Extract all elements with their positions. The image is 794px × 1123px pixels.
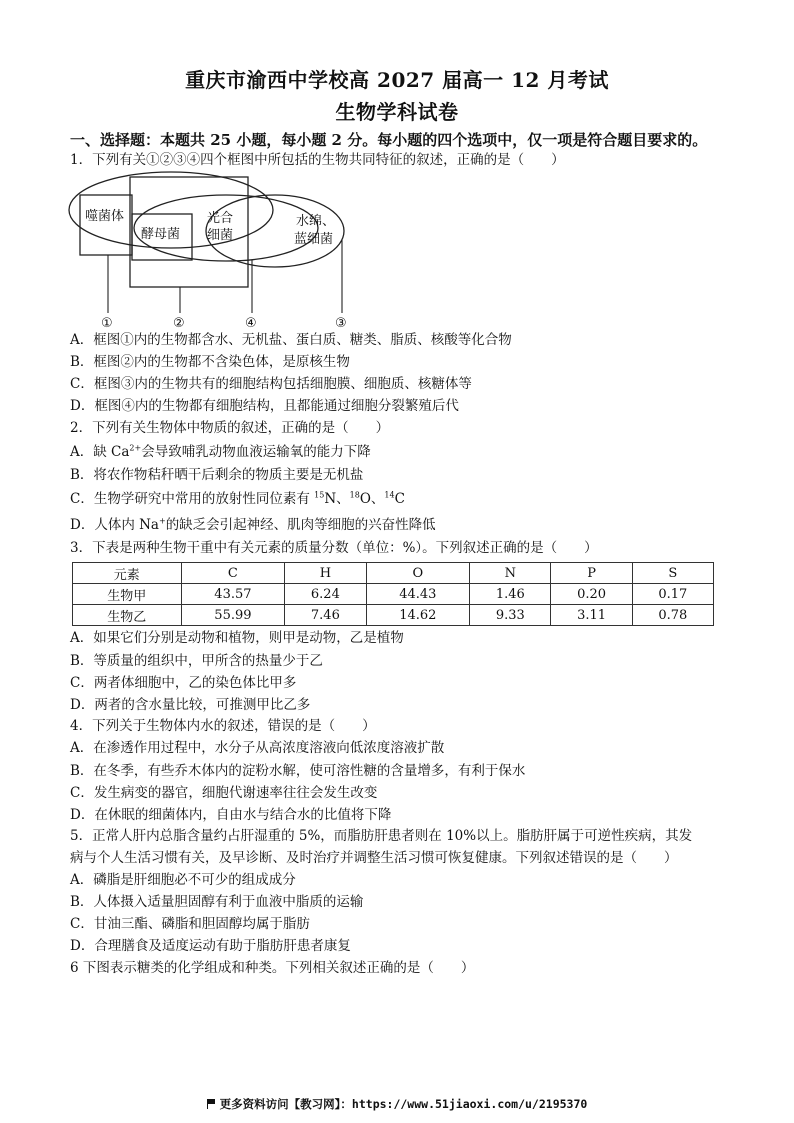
question-1-option-b: B．框图②内的生物都不含染色体，是原核生物 xyxy=(70,354,350,370)
table-cell: 9.33 xyxy=(470,605,551,626)
table-cell: 生物乙 xyxy=(73,605,182,626)
diagram-mark-4: ④ xyxy=(245,316,257,330)
page-subtitle: 生物学科试卷 xyxy=(335,100,459,124)
diagram-label-spirogyra: 水绵、 xyxy=(296,214,336,229)
question-3-option-a: A．如果它们分别是动物和植物，则甲是动物，乙是植物 xyxy=(70,630,404,646)
page-title: 重庆市渝西中学校高 2027 届高一 12 月考试 xyxy=(185,68,609,92)
table-row xyxy=(73,584,714,605)
table-cell: 44.43 xyxy=(366,584,470,605)
diagram-mark-3: ③ xyxy=(335,316,347,330)
diagram-mark-1: ① xyxy=(101,316,113,330)
question-5-stem-line1: 5．正常人肝内总脂含量约占肝湿重的 5%，而脂肪肝患者则在 10%以上。脂肪肝属于可逆性疾病，其发 xyxy=(70,828,693,844)
table-cell: 生物甲 xyxy=(73,584,182,605)
table-cell: 7.46 xyxy=(285,605,366,626)
question-4-option-b: B．在冬季，有些乔木体内的淀粉水解，使可溶性糖的含量增多，有利于保水 xyxy=(70,763,526,779)
element-table xyxy=(72,562,714,626)
question-1-option-a: A．框图①内的生物都含水、无机盐、蛋白质、糖类、脂质、核酸等化合物 xyxy=(70,332,512,348)
table-cell: 元素 xyxy=(73,563,182,584)
diagram-label-yeast: 酵母菌 xyxy=(141,227,181,242)
table-cell: 0.17 xyxy=(632,584,713,605)
table-cell: 14.62 xyxy=(366,605,470,626)
table-cell: 1.46 xyxy=(470,584,551,605)
question-5-option-d: D．合理膳食及适度运动有助于脂肪肝患者康复 xyxy=(70,938,351,954)
diagram-label-cyanobacteria: 蓝细菌 xyxy=(294,232,334,247)
diagram-label-photosynthetic-2: 细菌 xyxy=(207,228,234,243)
question-1-option-c: C．框图③内的生物共有的细胞结构包括细胞膜、细胞质、核糖体等 xyxy=(70,376,472,392)
footer-text: 更多资料访问【教习网】：https://www.51jiaoxi.com/u/2195370 xyxy=(219,1097,588,1111)
question-2-option-b: B．将农作物秸秆晒干后剩余的物质主要是无机盐 xyxy=(70,467,364,483)
question-2-stem: 2．下列有关生物体中物质的叙述，正确的是（ ） xyxy=(70,420,390,436)
question-3-option-b: B．等质量的组织中，甲所含的热量少于乙 xyxy=(70,653,323,669)
flag-icon xyxy=(207,1099,216,1109)
question-2-option-c: C．生物学研究中常用的放射性同位素有 $^{15}$N、$^{18}$O、$^{14}$C xyxy=(70,490,405,507)
question-3-option-d: D．两者的含水量比较，可推测甲比乙多 xyxy=(70,697,311,713)
question-1-stem: 1．下列有关①②③④四个框图中所包括的生物共同特征的叙述，正确的是（ ） xyxy=(70,152,565,168)
question-5-option-b: B．人体摄入适量胆固醇有利于血液中脂质的运输 xyxy=(70,894,364,910)
table-cell: 0.20 xyxy=(551,584,632,605)
question-3-stem: 3．下表是两种生物干重中有关元素的质量分数（单位：%）。下列叙述正确的是（ ） xyxy=(70,540,598,556)
table-cell: N xyxy=(470,563,551,584)
table-cell: C xyxy=(181,563,285,584)
table-cell: 3.11 xyxy=(551,605,632,626)
question-3-option-c: C．两者体细胞中，乙的染色体比甲多 xyxy=(70,675,297,691)
question-1-option-d: D．框图④内的生物都有细胞结构，且都能通过细胞分裂繁殖后代 xyxy=(70,398,459,414)
question-5-stem-line2: 病与个人生活习惯有关，及早诊断、及时治疗并调整生活习惯可恢复健康。下列叙述错误的是（ ） xyxy=(70,850,678,866)
question-4-stem: 4．下列关于生物体内水的叙述，错误的是（ ） xyxy=(70,718,376,734)
table-cell: P xyxy=(551,563,632,584)
question-1-diagram xyxy=(68,168,358,330)
table-row xyxy=(73,605,714,626)
table-cell: S xyxy=(632,563,713,584)
table-cell: 6.24 xyxy=(285,584,366,605)
question-2-option-d: D．人体内 Na+的缺乏会引起神经、肌肉等细胞的兴奋性降低 xyxy=(70,516,436,533)
table-cell: H xyxy=(285,563,366,584)
table-cell: O xyxy=(366,563,470,584)
question-4-option-c: C．发生病变的器官，细胞代谢速率往往会发生改变 xyxy=(70,785,378,801)
diagram-label-bacteriophage: 噬菌体 xyxy=(85,209,125,224)
diagram-box-bacteriophage xyxy=(80,195,132,255)
table-header-row xyxy=(73,563,714,584)
table-cell: 43.57 xyxy=(181,584,285,605)
question-2-option-a: A．缺 $Ca^{2+}$会导致哺乳动物血液运输氧的能力下降 xyxy=(70,443,371,460)
footer-link[interactable] xyxy=(0,1096,794,1112)
section-heading: 一、选择题：本题共 25 小题，每小题 2 分。每小题的四个选项中，仅一项是符合题目要求的。 xyxy=(70,131,708,149)
question-5-option-a: A．磷脂是肝细胞必不可少的组成成分 xyxy=(70,872,296,888)
diagram-mark-2: ② xyxy=(173,316,185,330)
table-cell: 55.99 xyxy=(181,605,285,626)
question-4-option-d: D．在休眠的细菌体内，自由水与结合水的比值将下降 xyxy=(70,807,392,823)
question-5-option-c: C．甘油三酯、磷脂和胆固醇均属于脂肪 xyxy=(70,916,310,932)
question-4-option-a: A．在渗透作用过程中，水分子从高浓度溶液向低浓度溶液扩散 xyxy=(70,740,445,756)
question-6-stem: 6 下图表示糖类的化学组成和种类。下列相关叙述正确的是（ ） xyxy=(70,960,475,976)
table-cell: 0.78 xyxy=(632,605,713,626)
diagram-label-photosynthetic-1: 光合 xyxy=(207,211,234,226)
